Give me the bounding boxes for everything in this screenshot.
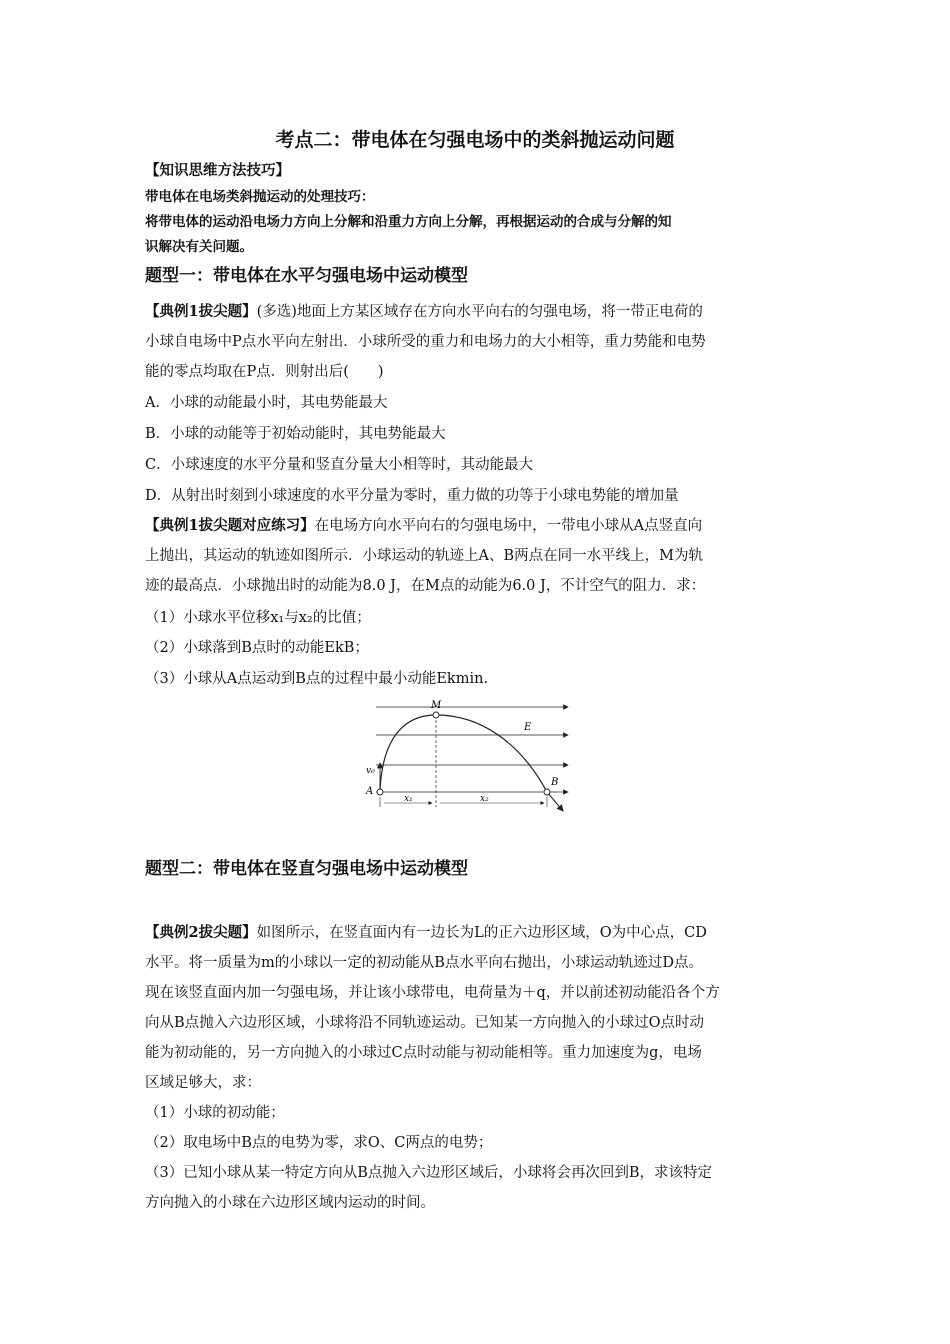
practice1-text-1: 在电场方向水平向右的匀强电场中，一带电小球从A点竖直向 (314, 518, 703, 534)
knowledge-subtitle: 带电体在电场类斜抛运动的处理技巧： (145, 189, 375, 205)
example2-line-2: 水平。将一质量为m的小球以一定的初动能从B点水平向右抛出，小球运动轨迹过D点。 (145, 955, 704, 971)
practice1-question-3: （3）小球从A点运动到B点的过程中最小动能Ekmin. (145, 671, 489, 687)
example1-option-b: B．小球的动能等于初始动能时，其电势能最大 (145, 426, 446, 442)
example2-line-4: 向从B点抛入六边形区域，小球将沿不同轨迹运动。已知某一方向抛入的小球过O点时动 (145, 1015, 705, 1031)
point-B (544, 789, 550, 795)
example1-text-1: (多选)地面上方某区域存在方向水平向右的匀强电场，将一带正电荷的 (256, 304, 703, 320)
example1-option-d: D．从射出时刻到小球速度的水平分量为零时，重力做的功等于小球电势能的增加量 (145, 488, 679, 504)
knowledge-line-1: 将带电体的运动沿电场力方向上分解和沿重力方向上分解，再根据运动的合成与分解的知 (145, 214, 672, 230)
label-M: M (431, 700, 442, 711)
example1-line-3: 能的零点均取在P点．则射出后( ) (145, 364, 384, 380)
practice1-line-3: 迹的最高点．小球抛出时的动能为8.0 J，在M点的动能为6.0 J，不计空气的阻力．求： (145, 578, 706, 594)
practice1-line-2: 上抛出，其运动的轨迹如图所示．小球运动的轨迹上A、B两点在同一水平线上，M为轨 (145, 548, 703, 564)
example2-question-2: （2）取电场中B点的电势为零，求O、C两点的电势； (145, 1135, 493, 1151)
label-x2: x₂ (480, 794, 489, 804)
label-B: B (551, 777, 559, 788)
example1-option-c: C．小球速度的水平分量和竖直分量大小相等时，其动能最大 (145, 457, 534, 473)
example2-line-6: 区域足够大，求： (145, 1075, 261, 1091)
label-x1: x₁ (404, 794, 413, 804)
label-v0: v₀ (366, 766, 375, 776)
knowledge-line-2: 识解决有关问题。 (145, 239, 253, 255)
knowledge-header: 【知识思维方法技巧】 (145, 162, 290, 179)
practice1-line-1 (145, 516, 815, 536)
example2-tag: 【典例2拔尖题】 (145, 924, 257, 941)
practice1-question-1: （1）小球水平位移x₁与x₂的比值； (145, 610, 371, 626)
example1-tag: 【典例1拔尖题】 (145, 303, 257, 320)
example2-line-5: 能为初动能的，另一方向抛入的小球过C点时动能与初动能相等。重力加速度为g，电场 (145, 1045, 702, 1061)
trajectory-figure (360, 697, 580, 815)
type1-heading: 题型一：带电体在水平匀强电场中运动模型 (145, 266, 468, 286)
page-title: 考点二：带电体在匀强电场中的类斜抛运动问题 (275, 129, 675, 151)
point-A (377, 789, 383, 795)
example1-option-a: A．小球的动能最小时，其电势能最大 (145, 395, 388, 411)
example2-line-1 (145, 923, 815, 943)
point-M (433, 712, 439, 718)
example1-line-2: 小球自电场中P点水平向左射出．小球所受的重力和电场力的大小相等，重力势能和电势 (145, 334, 706, 350)
type2-heading: 题型二：带电体在竖直匀强电场中运动模型 (145, 859, 468, 879)
example2-line-3: 现在该竖直面内加一匀强电场，并让该小球带电，电荷量为＋q，并以前述初动能沿各个方 (145, 985, 720, 1001)
trajectory-exit (547, 792, 563, 811)
example2-text-1: 如图所示，在竖直面内有一边长为L的正六边形区域，O为中心点，CD (256, 925, 707, 941)
trajectory-curve (380, 715, 547, 792)
practice1-question-2: （2）小球落到B点时的动能EkB； (145, 640, 369, 656)
example2-question-3-cont: 方向抛入的小球在六边形区域内运动的时间。 (145, 1195, 435, 1211)
example2-question-1: （1）小球的初动能； (145, 1105, 285, 1121)
example2-question-3: （3）已知小球从某一特定方向从B点抛入六边形区域后，小球将会再次回到B，求该特定 (145, 1165, 713, 1181)
practice1-tag: 【典例1拔尖题对应练习】 (145, 517, 315, 534)
example1-line-1 (145, 302, 815, 322)
label-E: E (524, 722, 532, 733)
label-A: A (366, 786, 374, 797)
